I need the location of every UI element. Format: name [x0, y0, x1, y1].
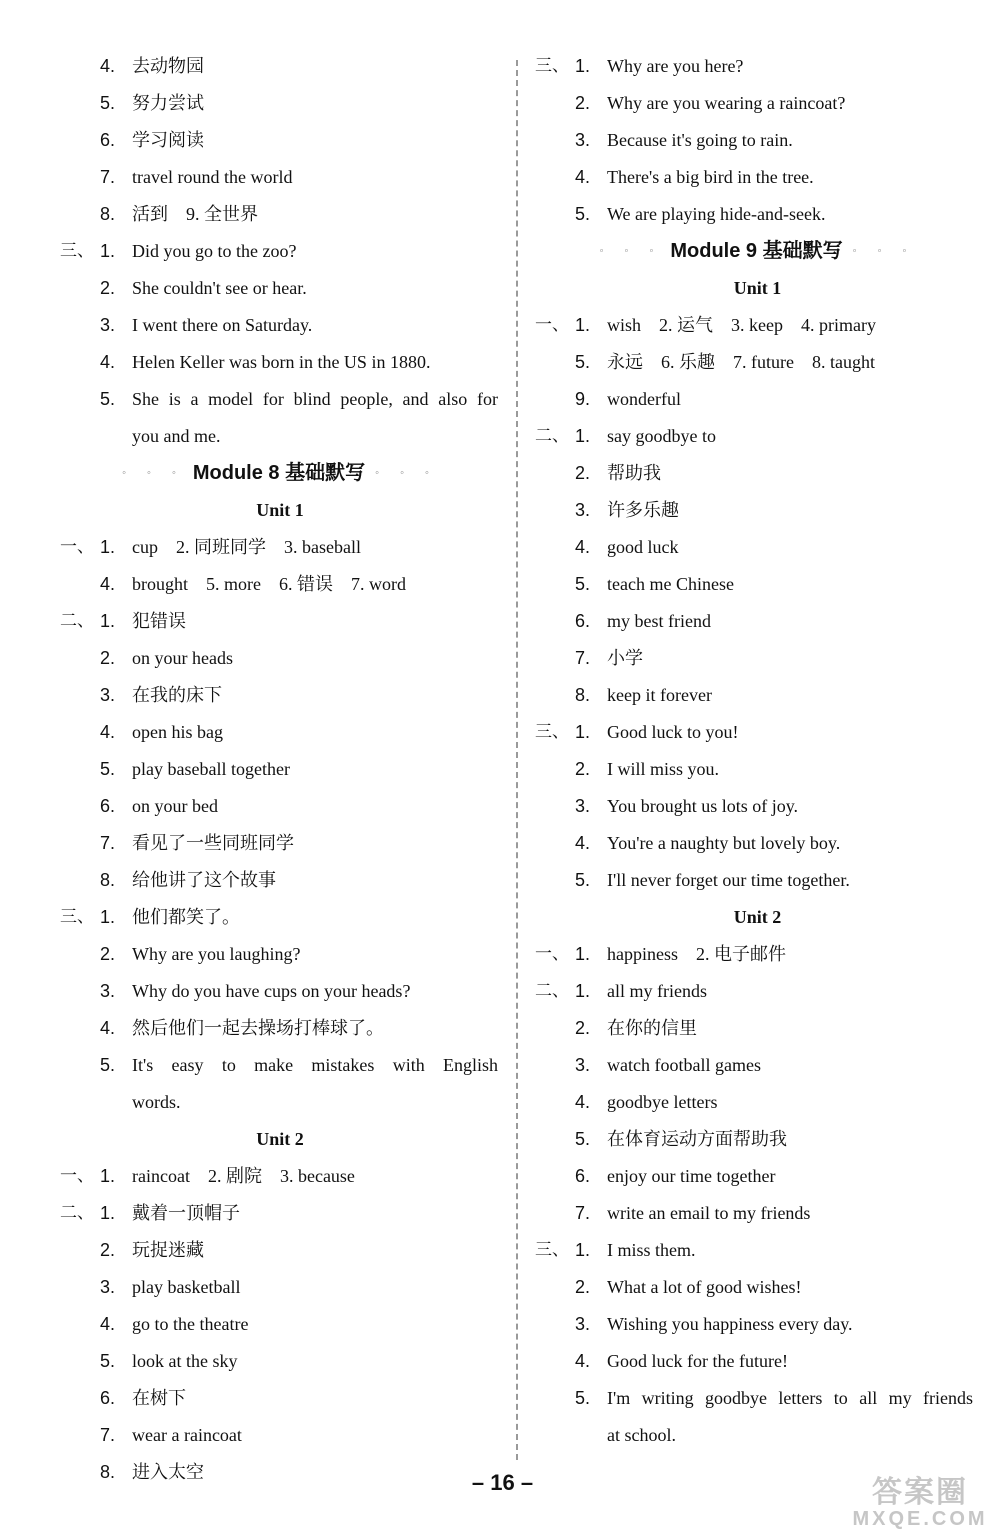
answer-text: 在你的信里 — [607, 1018, 697, 1038]
answer-item — [535, 492, 980, 529]
answer-text: on your bed — [132, 796, 218, 816]
item-number: 1. — [575, 426, 591, 446]
answer-text: on your heads — [132, 648, 233, 668]
item-number: 4. — [100, 574, 116, 594]
answer-text: 戴着一顶帽子 — [132, 1203, 240, 1223]
answer-item — [60, 159, 500, 196]
answer-text: I miss them. — [607, 1240, 696, 1260]
circle-decoration-icon: ◦ ◦ ◦ — [375, 467, 438, 480]
answer-item — [535, 862, 980, 899]
answer-text-continued: you and me. — [132, 426, 221, 446]
answer-item — [60, 1010, 500, 1047]
answer-item — [60, 862, 500, 899]
answer-text: play basketball — [132, 1277, 241, 1297]
answer-text: Why are you laughing? — [132, 944, 301, 964]
answer-text: travel round the world — [132, 167, 293, 187]
answer-item — [535, 1084, 980, 1121]
watermark-url: MXQE.COM — [852, 1508, 988, 1530]
section-marker: 二、 — [535, 426, 569, 446]
item-number: 3. — [100, 685, 116, 705]
unit-heading: Unit 2 — [733, 907, 782, 927]
column-divider — [516, 60, 518, 1460]
answer-item — [60, 1380, 500, 1417]
answer-item — [535, 566, 980, 603]
item-number: 5. — [575, 870, 591, 890]
answer-item — [60, 122, 500, 159]
answer-text: You're a naughty but lovely boy. — [607, 833, 841, 853]
item-number: 4. — [575, 537, 591, 557]
answer-item — [535, 1343, 980, 1380]
answer-text: good luck — [607, 537, 679, 557]
answer-text: all my friends — [607, 981, 707, 1001]
section-marker: 二、 — [60, 1203, 94, 1223]
circle-decoration-icon: ◦ ◦ ◦ — [122, 467, 185, 480]
answer-item — [535, 714, 980, 751]
answer-item — [60, 1343, 500, 1380]
unit-heading: Unit 2 — [256, 1129, 304, 1149]
item-number: 7. — [100, 1425, 116, 1445]
answer-item — [535, 1010, 980, 1047]
answer-item — [60, 48, 500, 85]
answer-text: You brought us lots of joy. — [607, 796, 799, 816]
module-title: Module 9 基础默写 — [670, 240, 843, 262]
answer-item — [535, 973, 980, 1010]
section-marker: 一、 — [535, 944, 569, 964]
answer-text: 小学 — [607, 648, 643, 668]
answer-text: brought 5. more 6. 错误 7. word — [132, 574, 406, 594]
watermark-text: 答案圈 — [872, 1476, 968, 1509]
answer-text: 看见了一些同班同学 — [132, 833, 294, 853]
item-number: 1. — [575, 981, 591, 1001]
item-number: 1. — [100, 537, 116, 557]
answer-item — [535, 1195, 980, 1232]
unit-heading: Unit 1 — [733, 278, 782, 298]
answer-item — [60, 899, 500, 936]
item-number: 1. — [575, 1240, 591, 1260]
item-number: 9. — [575, 389, 591, 409]
item-number: 4. — [575, 167, 591, 187]
answer-item — [535, 196, 980, 233]
answer-text: play baseball together — [132, 759, 290, 779]
answer-item — [60, 1047, 500, 1121]
answer-text: 给他讲了这个故事 — [132, 870, 276, 890]
item-number: 5. — [100, 1351, 116, 1371]
unit-heading: Unit 1 — [256, 500, 304, 520]
answer-item — [60, 1269, 500, 1306]
section-marker: 三、 — [535, 56, 569, 76]
item-number: 4. — [100, 56, 116, 76]
item-number: 2. — [100, 944, 116, 964]
answer-text: 去动物园 — [132, 56, 204, 76]
answer-item — [535, 122, 980, 159]
answer-item — [60, 307, 500, 344]
item-number: 7. — [575, 1203, 591, 1223]
item-number: 1. — [575, 56, 591, 76]
item-number: 2. — [575, 463, 591, 483]
answer-item — [535, 159, 980, 196]
answer-item — [60, 1158, 500, 1195]
answer-text: I will miss you. — [607, 759, 720, 779]
answer-text: It's easy to make mistakes with English — [132, 1055, 498, 1075]
answer-item — [535, 418, 980, 455]
right-column — [535, 48, 980, 1454]
answer-text: I'm writing goodbye letters to all my friends — [607, 1388, 973, 1408]
item-number: 3. — [575, 500, 591, 520]
section-marker: 三、 — [535, 1240, 569, 1260]
item-number: 5. — [575, 204, 591, 224]
answer-text: teach me Chinese — [607, 574, 734, 594]
answer-text: There's a big bird in the tree. — [607, 167, 814, 187]
item-number: 6. — [575, 1166, 591, 1186]
answer-item — [60, 788, 500, 825]
item-number: 3. — [100, 981, 116, 1001]
answer-text: 活到 9. 全世界 — [132, 204, 258, 224]
answer-item — [60, 1195, 500, 1232]
answer-item — [60, 270, 500, 307]
answer-item — [535, 1047, 980, 1084]
item-number: 5. — [575, 1388, 591, 1408]
item-number: 5. — [575, 1129, 591, 1149]
answer-text: 玩捉迷藏 — [132, 1240, 204, 1260]
answer-text: Why are you here? — [607, 56, 744, 76]
answer-text: 在体育运动方面帮助我 — [607, 1129, 787, 1149]
item-number: 6. — [100, 130, 116, 150]
item-number: 4. — [575, 833, 591, 853]
section-marker: 一、 — [60, 537, 94, 557]
section-marker: 三、 — [60, 907, 94, 927]
item-number: 7. — [575, 648, 591, 668]
answer-text: look at the sky — [132, 1351, 238, 1371]
answer-item — [60, 529, 500, 566]
answer-item — [60, 1417, 500, 1454]
answer-text: open his bag — [132, 722, 223, 742]
answer-text: say goodbye to — [607, 426, 716, 446]
answer-text: keep it forever — [607, 685, 712, 705]
answer-item — [60, 640, 500, 677]
module-heading — [60, 455, 500, 492]
answer-item — [535, 344, 980, 381]
answer-item — [535, 85, 980, 122]
item-number: 7. — [100, 833, 116, 853]
answer-text: 进入太空 — [132, 1462, 204, 1482]
item-number: 1. — [100, 1203, 116, 1223]
answer-text: cup 2. 同班同学 3. baseball — [132, 537, 361, 557]
answer-text: happiness 2. 电子邮件 — [607, 944, 786, 964]
item-number: 3. — [575, 1055, 591, 1075]
answer-text: She is a model for blind people, and also for — [132, 389, 498, 409]
answer-item — [60, 714, 500, 751]
item-number: 5. — [575, 352, 591, 372]
answer-item — [535, 381, 980, 418]
answer-item — [535, 455, 980, 492]
item-number: 5. — [100, 1055, 116, 1075]
item-number: 3. — [575, 796, 591, 816]
answer-item — [535, 1121, 980, 1158]
section-marker: 三、 — [60, 241, 94, 261]
answer-item — [535, 640, 980, 677]
answer-text: watch football games — [607, 1055, 761, 1075]
item-number: 4. — [100, 1314, 116, 1334]
answer-text: What a lot of good wishes! — [607, 1277, 802, 1297]
answer-item — [60, 196, 500, 233]
answer-text: go to the theatre — [132, 1314, 249, 1334]
answer-text: Why do you have cups on your heads? — [132, 981, 411, 1001]
item-number: 6. — [575, 611, 591, 631]
item-number: 3. — [100, 1277, 116, 1297]
item-number: 3. — [100, 315, 116, 335]
answer-text: I went there on Saturday. — [132, 315, 313, 335]
answer-item — [60, 344, 500, 381]
answer-text: Helen Keller was born in the US in 1880. — [132, 352, 431, 372]
item-number: 5. — [575, 574, 591, 594]
item-number: 4. — [100, 722, 116, 742]
item-number: 1. — [575, 315, 591, 335]
answer-item — [60, 677, 500, 714]
answer-text: 学习阅读 — [132, 130, 204, 150]
answer-item — [535, 936, 980, 973]
answer-text: raincoat 2. 剧院 3. because — [132, 1166, 355, 1186]
item-number: 3. — [575, 1314, 591, 1334]
answer-item — [535, 1269, 980, 1306]
answer-item — [535, 48, 980, 85]
answer-text: goodbye letters — [607, 1092, 718, 1112]
answer-text: wear a raincoat — [132, 1425, 242, 1445]
item-number: 8. — [575, 685, 591, 705]
answer-text: Why are you wearing a raincoat? — [607, 93, 846, 113]
section-marker: 三、 — [535, 722, 569, 742]
answer-text: Good luck for the future! — [607, 1351, 788, 1371]
answer-text-continued: words. — [132, 1092, 181, 1112]
item-number: 2. — [100, 1240, 116, 1260]
answer-item — [60, 381, 500, 455]
item-number: 1. — [100, 907, 116, 927]
section-marker: 二、 — [535, 981, 569, 1001]
answer-text: Did you go to the zoo? — [132, 241, 297, 261]
section-marker: 一、 — [60, 1166, 94, 1186]
item-number: 2. — [575, 93, 591, 113]
answer-item — [60, 85, 500, 122]
answer-item — [60, 566, 500, 603]
circle-decoration-icon: ◦ ◦ ◦ — [599, 245, 663, 258]
item-number: 2. — [100, 648, 116, 668]
module-title: Module 8 基础默写 — [192, 462, 366, 484]
answer-item — [60, 751, 500, 788]
item-number: 1. — [100, 611, 116, 631]
answer-text: Good luck to you! — [607, 722, 739, 742]
answer-text-continued: at school. — [607, 1425, 676, 1445]
answer-item — [60, 973, 500, 1010]
answer-item — [60, 1232, 500, 1269]
answer-text: wonderful — [607, 389, 681, 409]
answer-item — [60, 1306, 500, 1343]
item-number: 1. — [575, 944, 591, 964]
answer-item — [535, 603, 980, 640]
item-number: 8. — [100, 870, 116, 890]
item-number: 2. — [575, 1018, 591, 1038]
answer-text: Wishing you happiness every day. — [607, 1314, 853, 1334]
module-heading — [535, 233, 980, 270]
item-number: 5. — [100, 759, 116, 779]
watermark-logo — [850, 1478, 990, 1534]
answer-item — [535, 1380, 980, 1454]
answer-item — [535, 788, 980, 825]
item-number: 1. — [100, 1166, 116, 1186]
item-number: 2. — [575, 759, 591, 779]
answer-text: We are playing hide-and-seek. — [607, 204, 826, 224]
left-column — [60, 48, 500, 1491]
answer-text: enjoy our time together — [607, 1166, 776, 1186]
item-number: 5. — [100, 93, 116, 113]
item-number: 7. — [100, 167, 116, 187]
item-number: 2. — [100, 278, 116, 298]
item-number: 4. — [100, 352, 116, 372]
section-marker: 一、 — [535, 315, 569, 335]
answer-item — [60, 233, 500, 270]
answer-text: Because it's going to rain. — [607, 130, 793, 150]
answer-text: 他们都笑了。 — [132, 907, 240, 927]
answer-text: 犯错误 — [132, 611, 186, 631]
answer-text: 在树下 — [132, 1388, 186, 1408]
answer-text: write an email to my friends — [607, 1203, 811, 1223]
item-number: 2. — [575, 1277, 591, 1297]
item-number: 4. — [575, 1092, 591, 1112]
circle-decoration-icon: ◦ ◦ ◦ — [852, 245, 916, 258]
section-marker: 二、 — [60, 611, 94, 631]
item-number: 8. — [100, 204, 116, 224]
answer-text: I'll never forget our time together. — [607, 870, 850, 890]
item-number: 6. — [100, 796, 116, 816]
answer-text: 永远 6. 乐趣 7. future 8. taught — [607, 352, 875, 372]
answer-text: 然后他们一起去操场打棒球了。 — [132, 1018, 384, 1038]
item-number: 3. — [575, 130, 591, 150]
answer-item — [535, 677, 980, 714]
answer-text: 在我的床下 — [132, 685, 222, 705]
page-number: – 16 – — [471, 1470, 534, 1495]
item-number: 5. — [100, 389, 116, 409]
answer-item — [535, 1306, 980, 1343]
answer-item — [535, 1232, 980, 1269]
item-number: 1. — [575, 722, 591, 742]
answer-item — [60, 603, 500, 640]
item-number: 6. — [100, 1388, 116, 1408]
answer-item — [535, 825, 980, 862]
answer-item — [60, 936, 500, 973]
item-number: 8. — [100, 1462, 116, 1482]
answer-text: wish 2. 运气 3. keep 4. primary — [607, 315, 876, 335]
answer-item — [60, 825, 500, 862]
answer-item — [535, 751, 980, 788]
answer-text: 许多乐趣 — [607, 500, 679, 520]
answer-item — [535, 307, 980, 344]
answer-text: 帮助我 — [607, 463, 661, 483]
answer-text: She couldn't see or hear. — [132, 278, 307, 298]
item-number: 4. — [100, 1018, 116, 1038]
item-number: 4. — [575, 1351, 591, 1371]
answer-item — [535, 1158, 980, 1195]
answer-item — [535, 529, 980, 566]
answer-text: my best friend — [607, 611, 711, 631]
item-number: 1. — [100, 241, 116, 261]
answer-text: 努力尝试 — [132, 93, 204, 113]
